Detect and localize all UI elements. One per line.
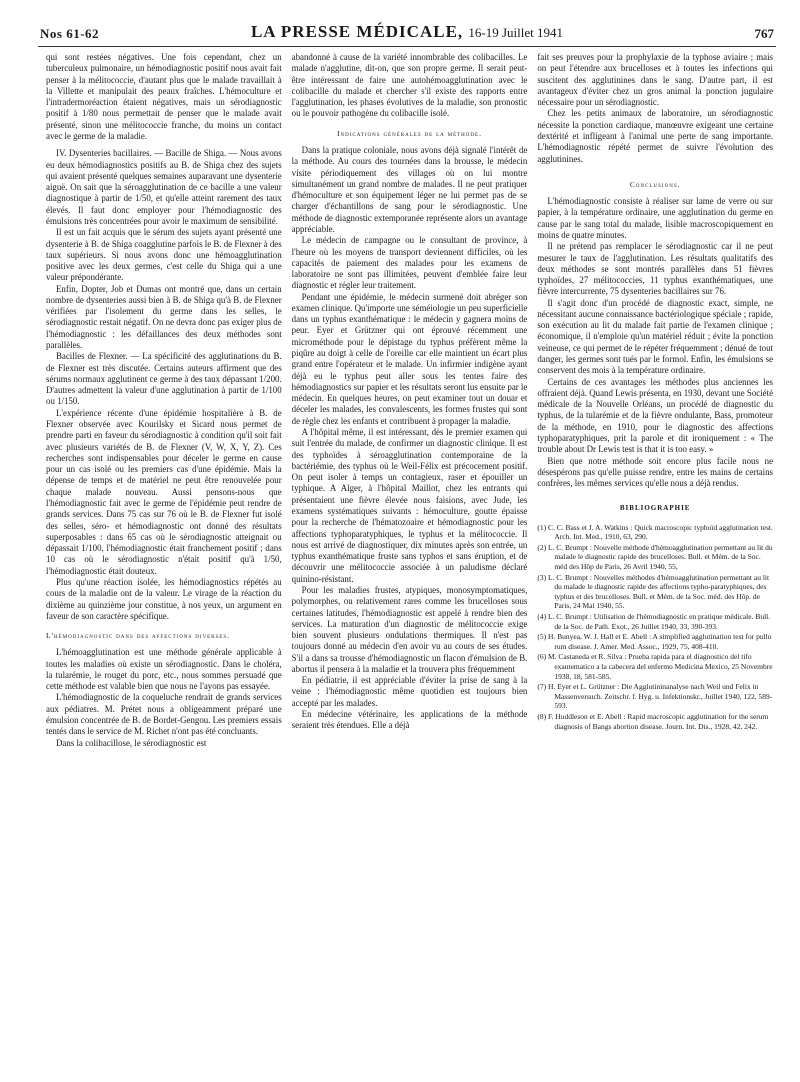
bibliography-entry: (5) H. Bunyea, W. J. Hall et E. Abell : A simplified agglutination test for pullo rum disease. J. Amer. Med. Assoc., 1929, 75, 408-410. [537,632,772,651]
bibliography-entry: (6) M. Castaneda et R. Silva : Prueba rapida para el diagnostico del tifo exantematico a la cabecera del enfermo Medicina Mexico, 25 Novembre 1938, 18, 581-585. [537,652,773,681]
journal-title-line [40,22,774,42]
paragraph: Plus qu'une réaction isolée, les hémodiagnostics répétés au cours de la maladie ont de la valeur. Le virage de la réaction du dixième au quinzième jour constitue, à nos yeux, un argument en faveur de son caractère spécifique. [46,576,282,621]
paragraph: Dans la colibacillose, le sérodiagnostic est [56,737,207,748]
paragraph: Chez les petits animaux de laboratoire, un sérodiagnostic nécessite la ponction cardiaque, manœuvre exigeant une certaine dextérité et infligeant à l'animal une perte de sang importante. L'hémodiagnostic répété permet de suivre l'évolution des agglutinines. [537,108,774,164]
paragraph: Il ne prétend pas remplacer le sérodiagnostic car il ne peut mesurer le taux de l'agglutination. Les résultats qualitatifs des deux méthodes se sont montrés parallèles dans 51 fièvres typhoïdes, 27 mélitococcies, 11 typhus exanthématiques, une fièvre intercurrente, 75 dysenteries bacillaires sur 76. [537,241,774,297]
page-number: 767 [754,26,774,41]
page-header [40,22,774,44]
column-2 [292,52,528,1068]
journal-title: LA PRESSE MÉDICALE, [250,22,464,41]
bibliography-entry: (8) F. Huddleson et E. Abell : Rapid macroscopic agglutination for the serum diagnosis of Bangs abortion disease. Journ. Int. Dis., 1928, 42, 242. [537,711,769,731]
bibliography-entry: (3) L. C. Brumpt : Nouvelles méthodes d'hémoagglutination permettant au lit du malade le diagnostic rapide des affections typho-paratyphiques, des typhus et des brucelloses. Bull. et Mém. de la Soc. méd. des Hôp. de Paris, 24 Mai 1940, 55. [537,572,770,611]
column-1 [46,52,282,1068]
paragraph: Pendant une épidémie, le médecin surmené doit abréger son examen clinique. Qu'importe une séméiologie un peu superficielle dans un typhus exanthématique : le médecin y gagnera moins de peur. Eyer et Grützner qui ont éprouvé récemment une microméthode pour le dépistage du typhus préfèrent même la piqûre au doigt à celle de l'oreille car elle maintient un écart plus grand entre l'opérateur et le malade. Un infirmier indigène ayant déjà eu le typhus peut aller sous les tentes faire des hémodiagnostics sur papier et les résultats seront lus ensuite par le médecin. En quelques heures, on peut examiner tout un douar et déceler les malades, les convalescents, les formes frustes qui sont de règle chez les enfants et contribuent à propager la maladie. [291,291,528,426]
text-columns [46,52,773,1068]
issue-date: 16-19 Juillet 1941 [468,25,564,40]
paragraph: L'hémoagglutination est une méthode générale applicable à toutes les maladies où existe un sérodiagnostic. Dans le choléra, la tularémie, le rouget du porc, etc., nous sommes persuadé que cette méthode est valable bien que nous ne l'ayons pas essayée. [46,647,282,692]
paragraph: Bacilles de Flexner. — La spécificité des agglutinations du B. de Flexner est très discutée. Certains auteurs affirment que des sérums normaux agglutinent ce germe à des taux dépassant 1/200. D'autres admettent la valeur d'une agglutination à partir de 1/100 ou 1/150. [46,351,282,407]
bibliography-list [537,523,773,731]
paragraph: A l'hôpital même, il est intéressant, dès le premier examen qui suit l'entrée du malade, de confirmer un diagnostic clinique. Il est des typhoïdes à séroagglutination contemporaine de la bactériémie, des typhus où le Weil-Félix est précocement positif. On peut isoler à temps un contagieux, raser et épouiller un typhique. A Alger, à l'hôpital Maillot, chez les entrants qui présentaient une fièvre élevée nous faisions, avec Jude, les examens systématiques suivants : hémoculture, goutte épaisse pour la recherche de l'hématozoaire et hémodiagnostic pour les affections typhoparatyphiques, le typhus et la mélitococcie. Il nous est arrivé de diagnostiquer, dix minutes après son entrée, un typhus exanthématique fruste sans typhos et sans éruption, et de découvrir une mélitococcie associée à un paludisme déclaré quinino-résistant. [291,427,528,584]
section-heading: Conclusions. [629,179,681,189]
section-heading: L'hémodiagnostic dans des affections diverses. [46,631,231,641]
bibliography-entry: (7) H. Eyer et L. Grützner : Die Agglutininanalyse nach Weil und Felix in Massenversuch. Zeitschr. f. Hyg. u. Infektionskr., Juillet 1940, 122, 589-593. [537,682,773,711]
bibliography-entry: (1) C. C. Bass et J. A. Watkins : Quick macroscopic typhoïd agglutination test. Arch. Int. Med., 1910, 63, 290. [537,522,773,542]
paragraph: Bien que notre méthode soit encore plus facile nous ne désespérons pas qu'elle puisse rendre, entre les mains de certains confrères, les mêmes services qu'elle nous a déjà rendus. [537,455,774,489]
paragraph: L'hémodiagnostic consiste à réaliser sur lame de verre ou sur papier, à la température ordinaire, une agglutination du germe en cause par le sang total du malade, lisible macroscopiquement en moins de quatre minutes. [537,196,774,240]
header-rule [38,46,776,47]
paragraph: Le médecin de campagne ou le consultant de province, à l'heure où les moyens de transport deviennent difficiles, où les capacités de paiement des malades pour les examens de laboratoire ne sont pas illimitées, peuvent d'emblée faire leur diagnostic et régler leur traitement. [291,235,528,291]
paragraph: En médecine vétérinaire, les applications de la méthode seraient très étendues. Elle a déjà [291,709,528,731]
paragraph: qui sont restées négatives. Une fois cependant, chez un tuberculeux pulmonaire, un hémodiagnostic positif nous avait fait penser à la mélitococcie, d'autant plus que le malade travaillait à la Villette et manipulait des peaux fraîches. L'hémoculture et l'intradermoréaction étaient négatives, mais un sérodiagnostic positif à 1/80 nous permettait de penser que le malade avait présenté, sinon une mélitococcie franche, du moins un contact avec le germe de la maladie. [46,52,282,141]
paragraph: Il s'agit donc d'un procédé de diagnostic exact, simple, ne nécessitant aucune connaissance bactériologique spéciale ; rapide, son exécution au lit du malade fait partie de l'examen clinique ; économique, il n'emploie qu'un matériel réduit ; évite la ponction veineuse, ce qui permet de le répéter fréquemment ; dénué de tout danger, les germes sont tués par le formol. Enfin, les émulsions se conservent des mois à la température ordinaire. [537,297,774,376]
issue-number: Nos 61-62 [40,26,100,41]
column-3 [537,52,773,1068]
paragraph: abandonné à cause de la variété innombrable des colibacilles. Le malade n'agglutine, dit-on, que son propre germe. Il serait peut-être intéressant de faire une autohémoagglutination avec le colibacille du malade et chercher s'il existe des rapports entre l'agglutination, les phases évolutives de la maladie, son pronostic ou le pouvoir pathogène du colibacille isolé. [291,52,528,119]
section-heading: Indications générales de la méthode. [337,128,482,138]
paragraph: Certains de ces avantages les méthodes plus anciennes les offraient déjà. Quand Lewis présenta, en 1930, devant une Société médicale de la Nouvelle Orléans, un procédé de diagnostic du typhus, de la tularémie et de la fièvre ondulante, Bass, promoteur de la méthode, en 1910, pour le diagnostic des affections typhoparatyphiques, prit la parole et dit ironiquement : « The trouble about Dr Lewis test is that it is too easy. » [537,376,774,455]
paragraph: L'hémodiagnostic de la coqueluche rendrait de grands services aux pédiatres. M. Prétet nous a obligeamment préparé une émulsion concentrée de B. de Bordet-Gengou. Les premiers essais tentés dans le service de M. Richet n'ont pas été concluants. [46,692,282,737]
bibliography-entry: (2) L. C. Brumpt : Nouvelle méthode d'hémoagglutination permettant au lit du malade le diagnostic rapide des brucelloses. Bull. et Mém. de la Soc. méd des Hôp de Paris, 26 Avril 1940, 55, [537,542,773,572]
paragraph: Il est un fait acquis que le sérum des sujets ayant présenté une dysenterie à B. de Shiga coagglutine parfois le B. de Flexner à des taux supérieurs. Si nous avons donc une hémoagglutination positive avec les deux germes, c'est celle du Shiga qui a une valeur prépondérante. [46,227,282,283]
paragraph: Pour les maladies frustes, atypiques, monosymptomatiques, polymorphes, ou relativement rares comme les brucelloses sous certaines latitudes, l'hémodiagnostic est appelé à rendre bien des services. La maturation d'un diagnostic de mélitococcie exige bien souvent plusieurs ondulations thermiques. Il n'est pas toujours donné au médecin d'en avoir vu au cours de ses études. S'il a dans sa trousse d'hémodiagnostic un flacon d'émulsion de B. abortus il pensera à la maladie et la trouvera plus fréquemment [291,584,528,674]
paragraph: fait ses preuves pour la prophylaxie de la typhose aviaire ; mais on peut l'étendre aux brucelloses et à toutes les infections qui suscitent des agglutinines dans le sang. D'autre part, il est avantageux d'éviter chez un gros animal la ponction jugulaire nécessaire pour un sérodiagnostic. [537,52,774,108]
paragraph: Dans la pratique coloniale, nous avons déjà signalé l'intérêt de la méthode. Au cours des tournées dans la brousse, le médecin visite périodiquement des villages où on lui montre simultanément un grand nombre de malades. Il ne peut pratiquer d'hémoculture et son équipement léger ne lui permet pas de se charger d'échantillons de sang pour le sérodiagnostic. Une méthode de diagnostic extemporanée représente alors un avantage appréciable. [291,144,528,234]
paragraph: L'expérience récente d'une épidémie hospitalière à B. de Flexner observée avec Kourilsky et Sicard nous permet de prendre parti en faveur du sérodiagnostic à condition qu'il soit fait avec plusieurs variétés de B. de Flexner (V, W, X, Y, Z). Ces recherches sont indispensables pour déceler le germe en cause pour un cas isolé ou les premiers cas d'une épidémie. Mais la dépense de temps et de matériel ne peut être renouvelée pour chaque malade nouveau. Aussi pensons-nous que l'hémodiagnostic fait avec le germe de l'épidémie peut rendre de grands services. Dans 75 cas sur 76 où le B. de Flexner fut isolé des selles, séro- et hémodiagnostic ont donné des résultats superposables : dans 65 cas où le sérodiagnostic atteignait ou dépassait 1/100, l'hémodiagnostic était franchement positif ; dans 10 cas où le sérodiagnostic n'était positif qu'à 1/50, l'hémodiagnostic était douteux. [46,407,282,576]
paragraph: En pédiatrie, il est appréciable d'éviter la prise de sang à la veine : l'hémodiagnostic même quotidien est toujours bien accepté par les malades. [291,675,528,708]
paragraph: Enfin, Dopter, Job et Dumas ont montré que, dans un certain nombre de dysenteries aussi bien à B. de Shiga qu'à B. de Flexner vérifiées par l'isolement du germe dans les selles, le sérodiagnostic restait négatif. On ne devra donc pas exiger plus de l'hémodiagnostic : les défaillances des deux méthodes sont parallèles. [46,283,282,351]
bibliography-heading: BIBLIOGRAPHIE [619,504,691,513]
bibliography-entry: (4) L. C. Brumpt : Utilisation de l'hémodiagnostic en pratique médicale. Bull. de la Soc. de Path. Exot., 26 Juillet 1940, 33, 390-393. [537,612,771,631]
paragraph: IV. Dysenteries bacillaires. — Bacille de Shiga. — Nous avons eu deux hémodiagnostics positifs au B. de Shiga chez des sujets qui avaient présenté quelques semaines auparavant une dysenterie aiguë. On sait que la séroagglutination de ce bacille a une valeur diagnostique à partir de 1/50, et qu'elle atteint rarement des taux élevés. Il faut donc employer pour l'hémodiagnostic des émulsions très concentrées pour avoir le maximum de sensibilité. [46,148,282,226]
